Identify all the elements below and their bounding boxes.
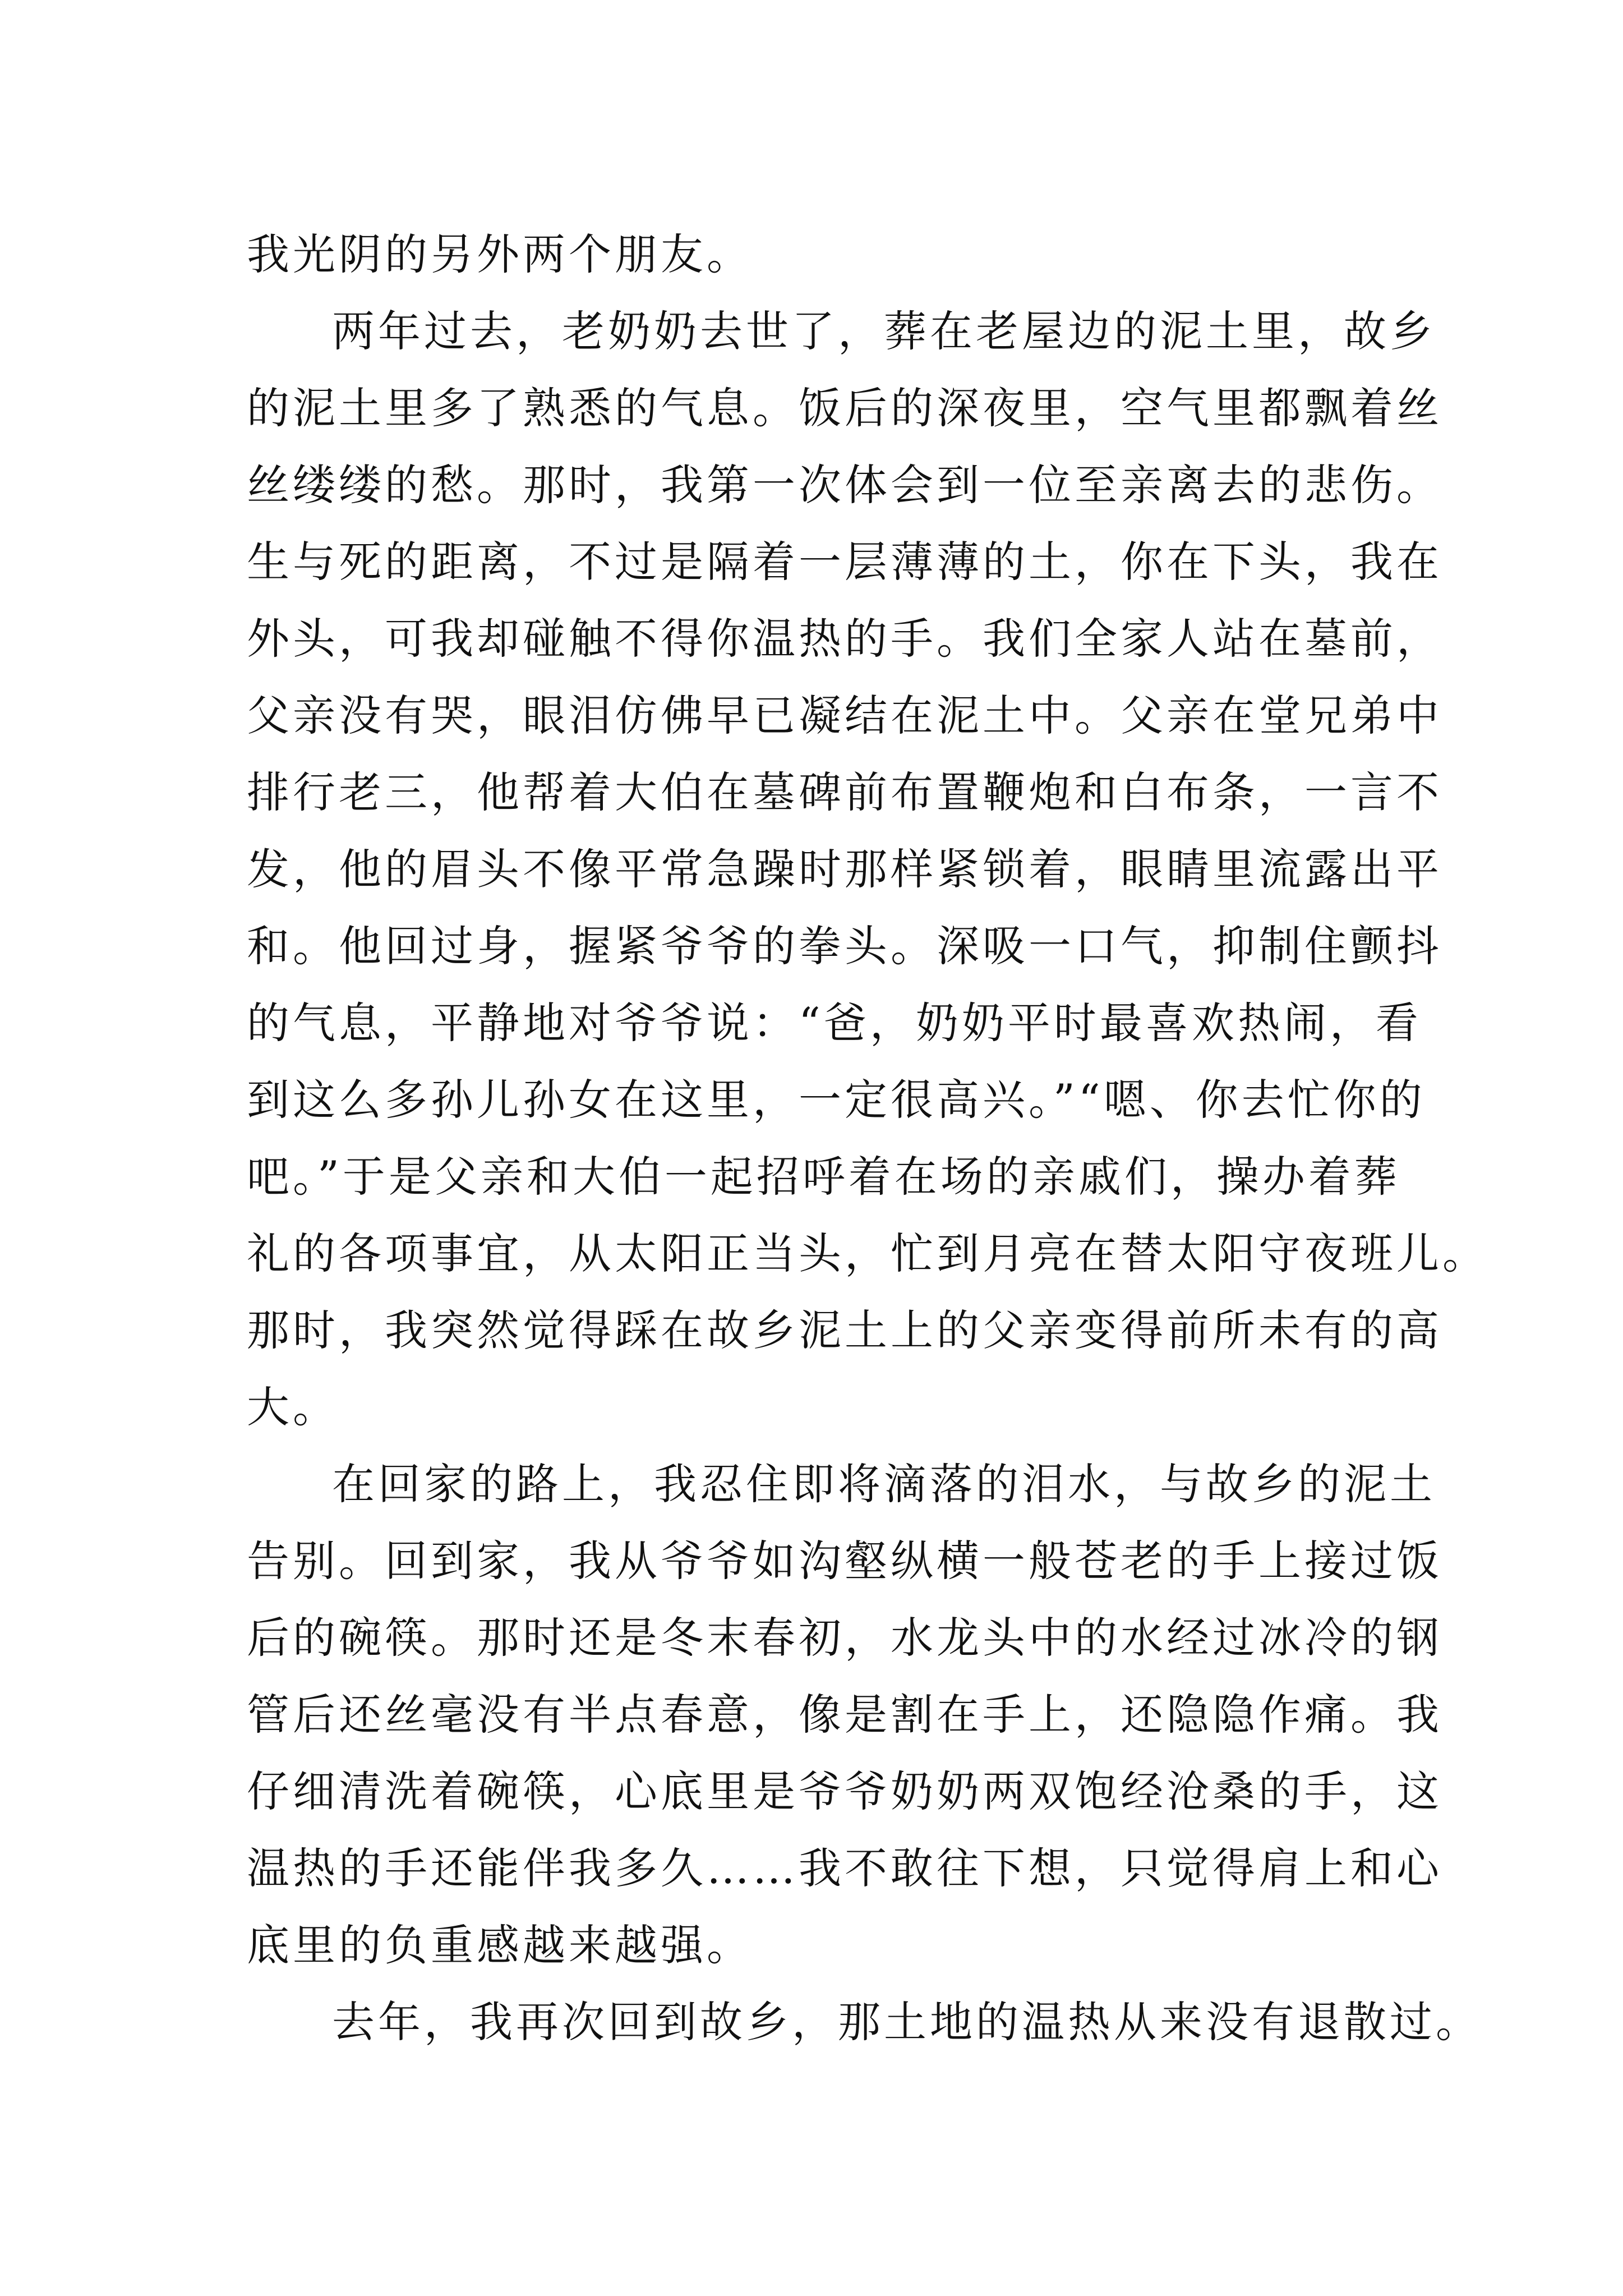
text-line: 后的碗筷。那时还是冬末春初，水龙头中的水经过冰冷的钢 xyxy=(247,1613,1442,1663)
text-line: 的泥土里多了熟悉的气息。饭后的深夜里，空气里都飘着丝 xyxy=(247,383,1442,433)
text-line: 那时，我突然觉得踩在故乡泥土上的父亲变得前所未有的高 xyxy=(247,1305,1442,1355)
text-line: 吧。”于是父亲和大伯一起招呼着在场的亲戚们，操办着葬 xyxy=(247,1152,1400,1202)
text-line: 外头，可我却碰触不得你温热的手。我们全家人站在墓前， xyxy=(247,614,1442,664)
text-line: 和。他回过身，握紧爷爷的拳头。深吸一口气，抑制住颤抖 xyxy=(247,921,1442,971)
text-line: 的气息，平静地对爷爷说：“爸，奶奶平时最喜欢热闹，看 xyxy=(247,998,1422,1048)
paragraph xyxy=(247,1446,1442,1984)
text-line: 两年过去，老奶奶去世了，葬在老屋边的泥土里，故乡 xyxy=(332,306,1436,356)
text-line: 告别。回到家，我从爷爷如沟壑纵横一般苍老的手上接过饭 xyxy=(247,1536,1442,1586)
body-text xyxy=(247,216,1488,2060)
text-line: 在回家的路上，我忍住即将滴落的泪水，与故乡的泥土 xyxy=(332,1459,1436,1509)
text-line: 底里的负重感越来越强。 xyxy=(247,1920,753,1970)
text-line: 大。 xyxy=(247,1382,339,1432)
text-line: 我光阴的另外两个朋友。 xyxy=(247,229,753,279)
text-line: 生与死的距离，不过是隔着一层薄薄的土，你在下头，我在 xyxy=(247,537,1442,587)
text-line: 去年，我再次回到故乡，那土地的温热从来没有退散过。 xyxy=(332,1997,1482,2047)
text-line: 发，他的眉头不像平常急躁时那样紧锁着，眼睛里流露出平 xyxy=(247,844,1442,894)
paragraph xyxy=(247,293,1488,1446)
text-line: 管后还丝毫没有半点春意，像是割在手上，还隐隐作痛。我 xyxy=(247,1690,1442,1740)
text-line: 排行老三，他帮着大伯在墓碑前布置鞭炮和白布条，一言不 xyxy=(247,767,1442,817)
text-line: 温热的手还能伴我多久……我不敢往下想，只觉得肩上和心 xyxy=(247,1843,1442,1893)
paragraph xyxy=(247,1984,1482,2060)
text-line: 到这么多孙儿孙女在这里，一定很高兴。”“嗯、你去忙你的 xyxy=(247,1075,1426,1125)
text-line: 仔细清洗着碗筷，心底里是爷爷奶奶两双饱经沧桑的手，这 xyxy=(247,1766,1442,1816)
text-line: 父亲没有哭，眼泪仿佛早已凝结在泥土中。父亲在堂兄弟中 xyxy=(247,691,1442,740)
text-line: 丝缕缕的愁。那时，我第一次体会到一位至亲离去的悲伤。 xyxy=(247,460,1442,510)
text-line: 礼的各项事宜，从太阳正当头，忙到月亮在替太阳守夜班儿。 xyxy=(247,1228,1488,1278)
paragraph xyxy=(247,216,1376,293)
